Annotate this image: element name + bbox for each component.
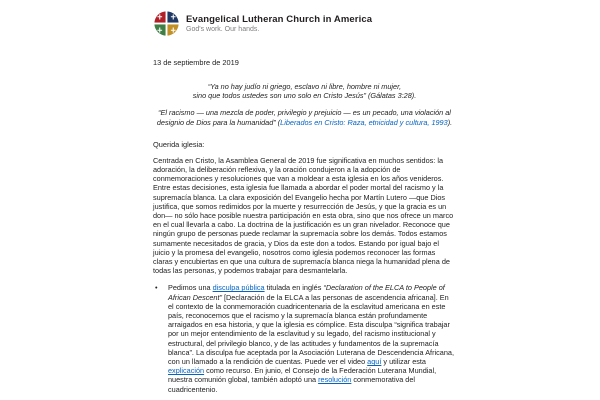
racism-definition-quote <box>153 108 456 126</box>
resolucion-link[interactable]: resolución <box>318 375 352 385</box>
liberados-en-cristo-link[interactable]: Liberados en Cristo: Raza, etnicidad y cultura, 1993 <box>280 117 448 127</box>
bullet-seg: y utilizar esta <box>381 357 426 367</box>
scripture-quote-line1: “Ya no hay judío ni griego, esclavo ni libre, hombre ni mujer, <box>207 82 402 91</box>
org-identity <box>186 14 372 34</box>
org-name: Evangelical Lutheran Church in America <box>186 13 373 25</box>
declaration-title-italic: “Declaration of the ELCA to People of African Descent” <box>168 283 445 302</box>
bullet-seg: conmemorativa del cuadricentenio. <box>168 375 416 394</box>
video-aqui-link[interactable]: aquí <box>367 357 382 367</box>
letterhead <box>153 10 456 37</box>
bullet-disculpa-publica <box>153 283 456 393</box>
racism-quote-text: “El racismo — una mezcla de poder, privilegio y prejuicio — es un pecado, una violación al designio de Dios para la humanidad” ( <box>156 108 451 127</box>
bullet-list <box>153 283 456 393</box>
bullet-seg: [Declaración de la ELCA a las personas de ascendencia africana]. En el contexto de la conmemoración cuadricentenaria de la esclavitud americana en este país, reconocemos que el racismo y la supremacía blanca están profundamente arraigados en esa historia, y que la iglesia es cómplice. Esta disculpa “significa trabajar por un mejor entendimiento de la esclavitud y su legado, del racismo institucional y estructural, del privilegio blanco, y de las actitudes y fundamentos de la supremacía blanca”. La disculpa fue aceptada por la Asociación Luterana de Descendencia Africana, con un llamado a la rendición de cuentas. Puede ver el video <box>168 292 454 367</box>
bullet-text <box>168 283 456 393</box>
explicacion-link[interactable]: explicación <box>168 366 205 376</box>
bullet-seg: Pedimos una <box>168 283 213 293</box>
bullet-seg: como recurso. En junio, el Consejo de la Federación Luterana Mundial, nuestra comunión global, también adoptó una <box>168 366 437 385</box>
letter-date: 13 de septiembre de 2019 <box>153 58 239 67</box>
racism-quote-close: ). <box>447 117 453 127</box>
paragraph-asamblea-general: Centrada en Cristo, la Asamblea General de 2019 fue significativa en muchos sentidos: la adoración, la deliberación reflexiva, y la oración condujeron a la adopción de conmemoraciones y resoluciones que van a moldear a esta iglesia en los años venideros. Entre estas decisiones, esta iglesia fue llamada a abordar el poder mortal del racismo y la supremacía blanca. La clara exposición del Evangelio hecha por Martín Lutero —que Dios justifica, que somos redimidos por la muerte y resurrección de Jesús, y que la gracia es un don— no sólo hace posible nuestra participación en esta obra, sino que nos ofrece un marco en el cual llevarla a cabo. La doctrina de la justificación es un gran nivelador. Reconoce que ningún grupo de personas puede reclamar la supremacía sobre los demás. Todos estamos sumamente necesitados de gracia, y Dios da este don a todos. Estando por igual bajo el juicio y la promesa del evangelio, nosotros como iglesia podemos reconocer las formas claras y encubiertas en que una cultura de supremacía blanca niega la humanidad plena de todas las personas, y podemos trabajar para desmantelarla. <box>153 155 454 276</box>
bullet-icon: • <box>155 283 158 293</box>
scripture-quote-line2: sino que todos ustedes son uno solo en Cristo Jesús” (Gálatas 3:28). <box>192 91 417 101</box>
org-tagline: God's work. Our hands. <box>186 25 260 33</box>
bullet-seg: titulada en inglés <box>264 283 324 293</box>
scripture-quote <box>153 82 456 100</box>
elca-logo-icon <box>153 10 180 37</box>
letter-content <box>153 10 456 394</box>
disculpa-publica-link[interactable]: disculpa pública <box>212 283 265 293</box>
greeting: Querida iglesia: <box>153 139 205 149</box>
